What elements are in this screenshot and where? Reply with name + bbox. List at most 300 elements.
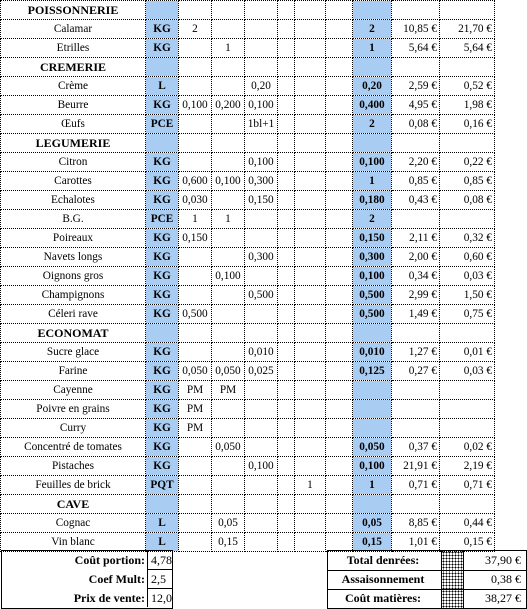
qty-cell bbox=[326, 153, 353, 172]
qty-cell bbox=[245, 400, 278, 419]
price-cell bbox=[392, 134, 440, 153]
cost-cell bbox=[440, 495, 495, 514]
qty-cell bbox=[212, 153, 245, 172]
table-row bbox=[1, 248, 495, 267]
ingredient-name: Citron bbox=[1, 153, 146, 172]
unit-price-cell bbox=[392, 381, 440, 400]
qty-cell bbox=[326, 324, 353, 343]
qty-cell bbox=[245, 58, 278, 77]
qty-cell bbox=[212, 324, 245, 343]
gap-cell bbox=[278, 1, 295, 20]
qty-cell bbox=[179, 533, 212, 552]
gap-cell bbox=[278, 343, 295, 362]
unit-price-cell: 1,49 € bbox=[392, 305, 440, 324]
unit-cell: KG bbox=[146, 362, 179, 381]
line-cost-cell: 2,19 € bbox=[440, 457, 495, 476]
unit-cell bbox=[146, 58, 179, 77]
gap-cell bbox=[278, 400, 295, 419]
total-qty-cell: 2 bbox=[353, 20, 392, 39]
qty-cell: 0,025 bbox=[245, 362, 278, 381]
unit-cell: KG bbox=[146, 438, 179, 457]
ingredient-name: Navets longs bbox=[1, 248, 146, 267]
table-row bbox=[1, 533, 495, 552]
table-row bbox=[1, 172, 495, 191]
ingredient-name: Poireaux bbox=[1, 229, 146, 248]
qty-cell: 0,15 bbox=[212, 533, 245, 552]
table-row bbox=[1, 267, 495, 286]
table-row bbox=[1, 457, 495, 476]
table-row bbox=[1, 210, 495, 229]
totals-box bbox=[327, 550, 527, 609]
total-cell bbox=[353, 1, 392, 20]
cout-matieres-value: 38,27 € bbox=[463, 589, 527, 608]
qty-cell: 0,100 bbox=[245, 153, 278, 172]
price-cell bbox=[392, 1, 440, 20]
qty-cell bbox=[295, 77, 326, 96]
qty-cell bbox=[326, 400, 353, 419]
line-cost-cell: 0,02 € bbox=[440, 438, 495, 457]
ingredient-name: Céleri rave bbox=[1, 305, 146, 324]
qty-cell bbox=[326, 210, 353, 229]
line-cost-cell: 0,08 € bbox=[440, 191, 495, 210]
unit-cell: KG bbox=[146, 248, 179, 267]
gap-cell bbox=[278, 20, 295, 39]
table-row bbox=[1, 343, 495, 362]
qty-cell bbox=[326, 419, 353, 438]
ingredient-name: Beurre bbox=[1, 96, 146, 115]
coef-mult-row bbox=[2, 570, 172, 589]
qty-cell bbox=[245, 39, 278, 58]
line-cost-cell: 1,50 € bbox=[440, 286, 495, 305]
qty-cell bbox=[326, 438, 353, 457]
qty-cell bbox=[245, 533, 278, 552]
total-qty-cell: 0,500 bbox=[353, 305, 392, 324]
section-title: LEGUMERIE bbox=[1, 134, 146, 153]
gap-cell bbox=[278, 419, 295, 438]
line-cost-cell: 0,01 € bbox=[440, 343, 495, 362]
qty-cell bbox=[179, 115, 212, 134]
gap-cell bbox=[278, 77, 295, 96]
unit-price-cell: 0,43 € bbox=[392, 191, 440, 210]
gap-cell bbox=[278, 381, 295, 400]
qty-cell bbox=[295, 362, 326, 381]
qty-cell bbox=[245, 324, 278, 343]
qty-cell: 2 bbox=[179, 20, 212, 39]
cost-summary bbox=[0, 550, 527, 608]
qty-cell: 1 bbox=[295, 476, 326, 495]
qty-cell bbox=[179, 438, 212, 457]
unit-cell: KG bbox=[146, 96, 179, 115]
ingredient-name: Champignons bbox=[1, 286, 146, 305]
qty-cell bbox=[295, 381, 326, 400]
unit-cell: KG bbox=[146, 20, 179, 39]
table-row bbox=[1, 305, 495, 324]
qty-cell bbox=[212, 115, 245, 134]
line-cost-cell bbox=[440, 400, 495, 419]
unit-cell bbox=[146, 324, 179, 343]
total-qty-cell: 0,180 bbox=[353, 191, 392, 210]
qty-cell bbox=[245, 134, 278, 153]
qty-cell bbox=[212, 20, 245, 39]
prix-vente-value: 12,0 bbox=[147, 589, 173, 607]
table-row bbox=[1, 286, 495, 305]
prix-vente-row bbox=[2, 589, 172, 608]
table-row bbox=[1, 77, 495, 96]
qty-cell bbox=[326, 495, 353, 514]
total-qty-cell: 0,400 bbox=[353, 96, 392, 115]
gap-cell bbox=[278, 191, 295, 210]
qty-cell bbox=[326, 286, 353, 305]
qty-cell bbox=[326, 248, 353, 267]
coef-mult-value: 2,5 bbox=[147, 570, 173, 589]
gap-cell bbox=[278, 514, 295, 533]
qty-cell: 0,300 bbox=[245, 172, 278, 191]
unit-price-cell bbox=[392, 210, 440, 229]
unit-cell: KG bbox=[146, 457, 179, 476]
qty-cell bbox=[326, 533, 353, 552]
line-cost-cell: 0,15 € bbox=[440, 533, 495, 552]
qty-cell bbox=[326, 77, 353, 96]
gap-cell bbox=[278, 248, 295, 267]
unit-price-cell bbox=[392, 400, 440, 419]
unit-cell: KG bbox=[146, 153, 179, 172]
qty-cell: 0,100 bbox=[212, 172, 245, 191]
qty-cell bbox=[326, 476, 353, 495]
line-cost-cell: 21,70 € bbox=[440, 20, 495, 39]
qty-cell: PM bbox=[179, 381, 212, 400]
gap-cell bbox=[278, 457, 295, 476]
total-qty-cell bbox=[353, 419, 392, 438]
qty-cell bbox=[245, 381, 278, 400]
qty-cell bbox=[326, 172, 353, 191]
qty-cell bbox=[179, 267, 212, 286]
table-row bbox=[1, 362, 495, 381]
table-row bbox=[1, 39, 495, 58]
assaisonnement-row bbox=[328, 570, 526, 590]
unit-price-cell: 2,11 € bbox=[392, 229, 440, 248]
total-qty-cell: 0,300 bbox=[353, 248, 392, 267]
qty-cell: 0,010 bbox=[245, 343, 278, 362]
line-cost-cell: 0,32 € bbox=[440, 229, 495, 248]
qty-cell bbox=[179, 1, 212, 20]
table-row bbox=[1, 96, 495, 115]
qty-cell bbox=[295, 457, 326, 476]
total-qty-cell: 2 bbox=[353, 210, 392, 229]
table-row bbox=[1, 400, 495, 419]
qty-cell bbox=[212, 248, 245, 267]
line-cost-cell: 0,71 € bbox=[440, 476, 495, 495]
table-row bbox=[1, 381, 495, 400]
qty-cell bbox=[179, 495, 212, 514]
qty-cell: 0,500 bbox=[245, 286, 278, 305]
qty-cell bbox=[245, 229, 278, 248]
qty-cell bbox=[326, 191, 353, 210]
section-title: ECONOMAT bbox=[1, 324, 146, 343]
qty-cell: 0,200 bbox=[212, 96, 245, 115]
gap-cell bbox=[278, 96, 295, 115]
unit-price-cell: 2,59 € bbox=[392, 77, 440, 96]
section-title: POISSONNERIE bbox=[1, 1, 146, 20]
total-cell bbox=[353, 58, 392, 77]
gap-cell bbox=[278, 495, 295, 514]
line-cost-cell bbox=[440, 381, 495, 400]
total-qty-cell: 1 bbox=[353, 476, 392, 495]
ingredient-name: Farine bbox=[1, 362, 146, 381]
qty-cell: 0,20 bbox=[245, 77, 278, 96]
table-row bbox=[1, 514, 495, 533]
qty-cell bbox=[326, 58, 353, 77]
qty-cell bbox=[326, 96, 353, 115]
gap-cell bbox=[278, 305, 295, 324]
section-row bbox=[1, 324, 495, 343]
qty-cell: 1 bbox=[212, 210, 245, 229]
section-title: CREMERIE bbox=[1, 58, 146, 77]
qty-cell bbox=[295, 343, 326, 362]
gap-cell bbox=[278, 153, 295, 172]
cout-portion-row bbox=[2, 551, 172, 570]
qty-cell bbox=[295, 286, 326, 305]
qty-cell bbox=[295, 134, 326, 153]
qty-cell bbox=[212, 229, 245, 248]
ingredient-name: Oignons gros bbox=[1, 267, 146, 286]
qty-cell: 0,030 bbox=[179, 191, 212, 210]
total-cell bbox=[353, 324, 392, 343]
line-cost-cell bbox=[440, 419, 495, 438]
line-cost-cell: 0,44 € bbox=[440, 514, 495, 533]
line-cost-cell: 0,03 € bbox=[440, 362, 495, 381]
unit-cell: KG bbox=[146, 400, 179, 419]
qty-cell: 1 bbox=[179, 210, 212, 229]
unit-price-cell: 4,95 € bbox=[392, 96, 440, 115]
qty-cell bbox=[295, 324, 326, 343]
unit-price-cell: 0,34 € bbox=[392, 267, 440, 286]
qty-cell bbox=[326, 20, 353, 39]
unit-price-cell: 8,85 € bbox=[392, 514, 440, 533]
total-qty-cell: 0,15 bbox=[353, 533, 392, 552]
cost-cell bbox=[440, 1, 495, 20]
qty-cell bbox=[326, 514, 353, 533]
unit-cell bbox=[146, 495, 179, 514]
qty-cell: 0,100 bbox=[245, 96, 278, 115]
gap-cell bbox=[278, 115, 295, 134]
line-cost-cell: 0,75 € bbox=[440, 305, 495, 324]
ingredient-name: Feuilles de brick bbox=[1, 476, 146, 495]
qty-cell bbox=[212, 58, 245, 77]
ingredient-name: Œufs bbox=[1, 115, 146, 134]
gap-cell bbox=[278, 476, 295, 495]
cout-matieres-row bbox=[328, 589, 526, 608]
qty-cell bbox=[295, 39, 326, 58]
cost-cell bbox=[440, 58, 495, 77]
qty-cell bbox=[179, 514, 212, 533]
qty-cell bbox=[179, 248, 212, 267]
line-cost-cell: 0,22 € bbox=[440, 153, 495, 172]
qty-cell: 0,100 bbox=[179, 96, 212, 115]
total-qty-cell bbox=[353, 381, 392, 400]
qty-cell: 0,050 bbox=[212, 438, 245, 457]
ingredient-name: Echalotes bbox=[1, 191, 146, 210]
total-denrees-value: 37,90 € bbox=[463, 551, 527, 570]
unit-price-cell: 0,85 € bbox=[392, 172, 440, 191]
total-qty-cell: 0,05 bbox=[353, 514, 392, 533]
qty-cell bbox=[245, 267, 278, 286]
unit-cell: KG bbox=[146, 191, 179, 210]
line-cost-cell: 5,64 € bbox=[440, 39, 495, 58]
cout-matieres-label: Coût matières: bbox=[344, 591, 422, 605]
gap-cell bbox=[278, 39, 295, 58]
line-cost-cell: 0,03 € bbox=[440, 267, 495, 286]
total-denrees-row bbox=[328, 551, 526, 571]
ingredient-name: Sucre glace bbox=[1, 343, 146, 362]
qty-cell bbox=[295, 438, 326, 457]
gap-cell bbox=[278, 362, 295, 381]
qty-cell: 0,050 bbox=[212, 362, 245, 381]
line-cost-cell: 0,60 € bbox=[440, 248, 495, 267]
qty-cell bbox=[295, 533, 326, 552]
gap-cell bbox=[278, 210, 295, 229]
ingredient-name: Vin blanc bbox=[1, 533, 146, 552]
qty-cell: 0,050 bbox=[179, 362, 212, 381]
unit-cell: PQT bbox=[146, 476, 179, 495]
qty-cell bbox=[212, 1, 245, 20]
unit-price-cell: 2,00 € bbox=[392, 248, 440, 267]
qty-cell: PM bbox=[179, 400, 212, 419]
qty-cell: 1 bbox=[212, 39, 245, 58]
unit-cell: KG bbox=[146, 286, 179, 305]
ingredient-name: Poivre en grains bbox=[1, 400, 146, 419]
total-cell bbox=[353, 134, 392, 153]
unit-price-cell: 21,91 € bbox=[392, 457, 440, 476]
table-row bbox=[1, 229, 495, 248]
qty-cell bbox=[179, 286, 212, 305]
unit-cell: KG bbox=[146, 39, 179, 58]
qty-cell bbox=[295, 305, 326, 324]
qty-cell bbox=[295, 495, 326, 514]
gap-cell bbox=[278, 438, 295, 457]
qty-cell bbox=[179, 77, 212, 96]
qty-cell bbox=[295, 58, 326, 77]
qty-cell bbox=[212, 476, 245, 495]
gap-cell bbox=[278, 533, 295, 552]
qty-cell bbox=[212, 305, 245, 324]
unit-price-cell: 0,71 € bbox=[392, 476, 440, 495]
coef-mult-label: Coef Mult: bbox=[88, 572, 145, 586]
gap-cell bbox=[278, 134, 295, 153]
qty-cell bbox=[212, 457, 245, 476]
unit-price-cell: 2,20 € bbox=[392, 153, 440, 172]
ingredient-name: B.G. bbox=[1, 210, 146, 229]
qty-cell bbox=[212, 343, 245, 362]
ingredient-name: Cayenne bbox=[1, 381, 146, 400]
qty-cell: 0,05 bbox=[212, 514, 245, 533]
total-denrees-label: Total denrées: bbox=[346, 553, 420, 567]
qty-cell bbox=[295, 419, 326, 438]
cost-cell bbox=[440, 134, 495, 153]
qty-cell bbox=[295, 248, 326, 267]
line-cost-cell: 1,98 € bbox=[440, 96, 495, 115]
qty-cell bbox=[295, 96, 326, 115]
table-row bbox=[1, 438, 495, 457]
ingredient-name: Cognac bbox=[1, 514, 146, 533]
qty-cell bbox=[212, 495, 245, 514]
table-row bbox=[1, 115, 495, 134]
qty-cell bbox=[245, 438, 278, 457]
qty-cell bbox=[295, 115, 326, 134]
total-qty-cell: 0,150 bbox=[353, 229, 392, 248]
qty-cell: 0,150 bbox=[179, 229, 212, 248]
qty-cell bbox=[179, 134, 212, 153]
qty-cell bbox=[326, 229, 353, 248]
qty-cell bbox=[295, 1, 326, 20]
ingredient-name: Etrilles bbox=[1, 39, 146, 58]
qty-cell bbox=[245, 419, 278, 438]
gap-cell bbox=[278, 229, 295, 248]
qty-cell bbox=[245, 210, 278, 229]
assaisonnement-value: 0,38 € bbox=[463, 570, 527, 589]
total-qty-cell: 0,050 bbox=[353, 438, 392, 457]
total-qty-cell: 0,500 bbox=[353, 286, 392, 305]
gap-cell bbox=[278, 286, 295, 305]
qty-cell: PM bbox=[179, 419, 212, 438]
line-cost-cell: 0,52 € bbox=[440, 77, 495, 96]
qty-cell bbox=[245, 305, 278, 324]
qty-cell bbox=[179, 457, 212, 476]
qty-cell: 0,300 bbox=[245, 248, 278, 267]
qty-cell bbox=[326, 305, 353, 324]
price-cell bbox=[392, 324, 440, 343]
unit-cell: KG bbox=[146, 172, 179, 191]
gap-cell bbox=[278, 324, 295, 343]
unit-price-cell: 0,37 € bbox=[392, 438, 440, 457]
line-cost-cell bbox=[440, 210, 495, 229]
total-qty-cell: 0,010 bbox=[353, 343, 392, 362]
qty-cell: 0,150 bbox=[245, 191, 278, 210]
line-cost-cell: 0,16 € bbox=[440, 115, 495, 134]
qty-cell bbox=[245, 495, 278, 514]
qty-cell bbox=[212, 134, 245, 153]
unit-cell: L bbox=[146, 533, 179, 552]
total-qty-cell: 0,100 bbox=[353, 153, 392, 172]
table-row bbox=[1, 191, 495, 210]
unit-cell bbox=[146, 134, 179, 153]
qty-cell: 1bl+1 bbox=[245, 115, 278, 134]
qty-cell: 0,100 bbox=[212, 267, 245, 286]
qty-cell bbox=[295, 210, 326, 229]
section-row bbox=[1, 1, 495, 20]
unit-cell: KG bbox=[146, 381, 179, 400]
unit-price-cell: 1,27 € bbox=[392, 343, 440, 362]
price-cell bbox=[392, 495, 440, 514]
gap-cell bbox=[278, 267, 295, 286]
unit-price-cell: 0,27 € bbox=[392, 362, 440, 381]
unit-cell: KG bbox=[146, 419, 179, 438]
ingredient-name: Calamar bbox=[1, 20, 146, 39]
qty-cell bbox=[326, 362, 353, 381]
qty-cell bbox=[179, 153, 212, 172]
table-row bbox=[1, 153, 495, 172]
section-title: CAVE bbox=[1, 495, 146, 514]
unit-cell: KG bbox=[146, 343, 179, 362]
table-row bbox=[1, 20, 495, 39]
table-row bbox=[1, 476, 495, 495]
qty-cell bbox=[326, 115, 353, 134]
unit-price-cell: 10,85 € bbox=[392, 20, 440, 39]
section-row bbox=[1, 134, 495, 153]
qty-cell bbox=[295, 400, 326, 419]
gap-cell bbox=[278, 58, 295, 77]
ingredient-name: Carottes bbox=[1, 172, 146, 191]
qty-cell bbox=[212, 400, 245, 419]
